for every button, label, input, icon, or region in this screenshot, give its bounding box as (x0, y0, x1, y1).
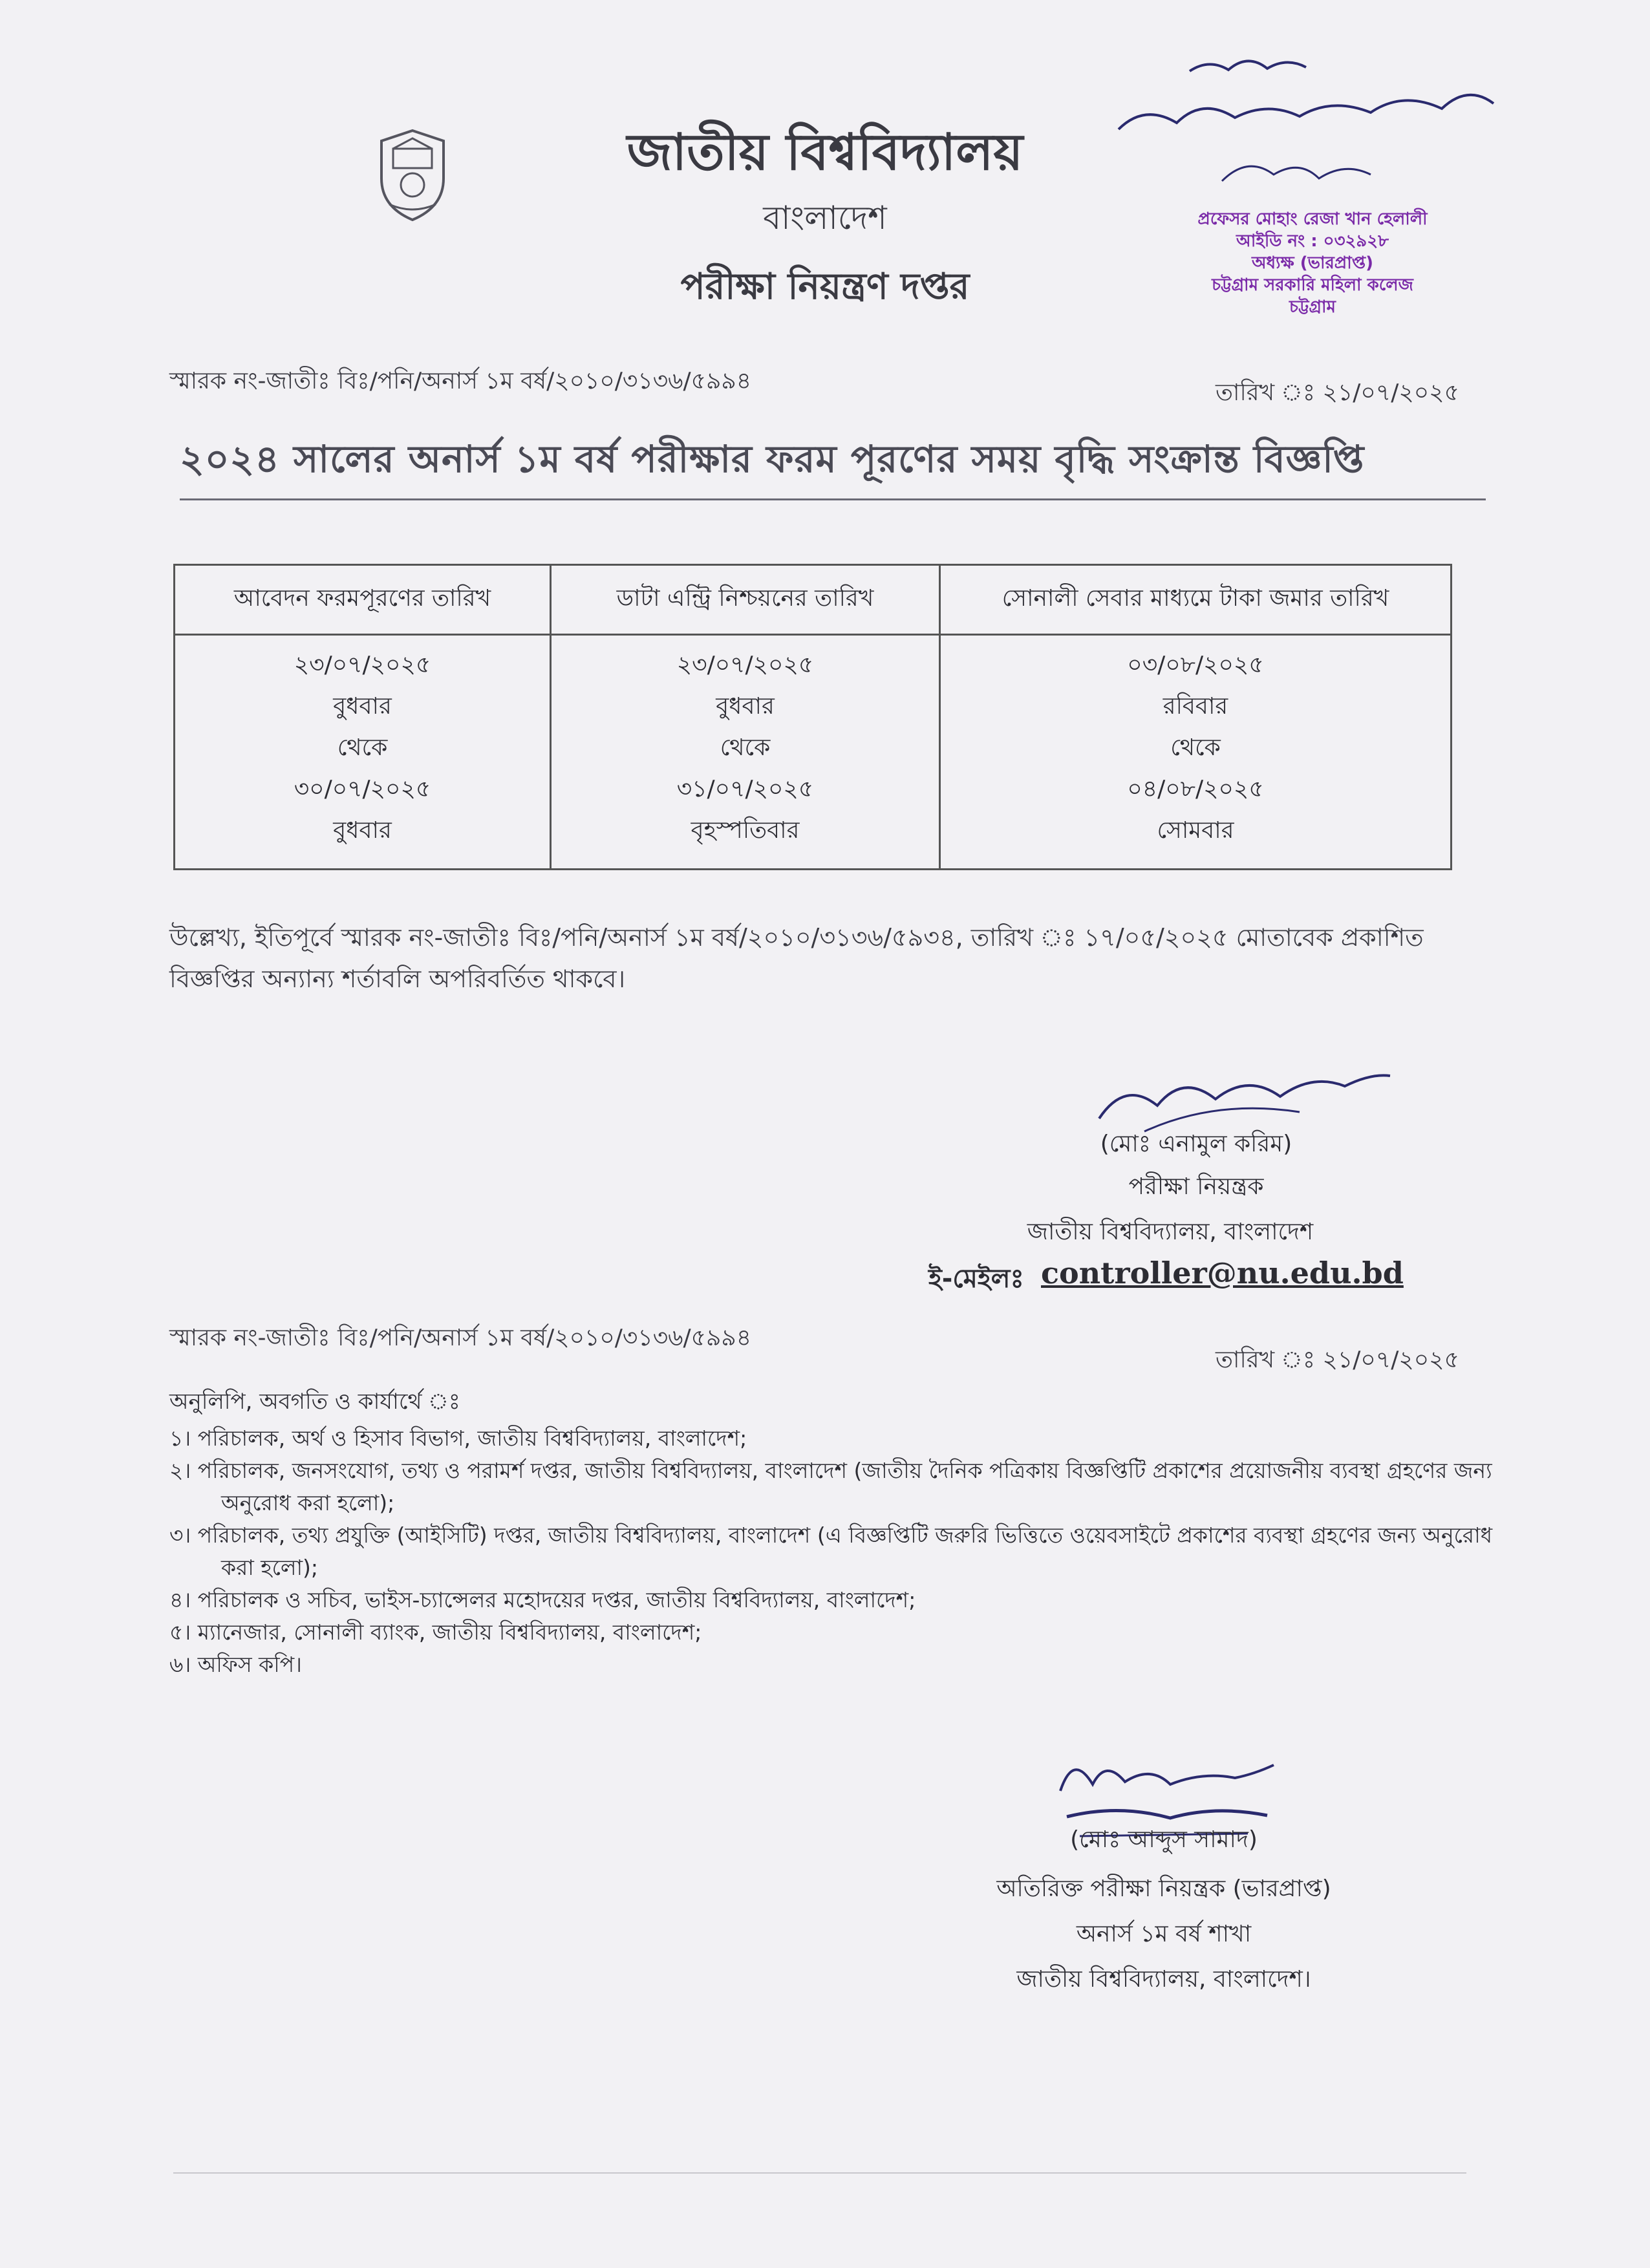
list-item: ১। পরিচালক, অর্থ ও হিসাব বিভাগ, জাতীয় বিশ্ববিদ্যালয়, বাংলাদেশ; (169, 1426, 747, 1451)
stamp-city-line: চট্টগ্রাম (1289, 297, 1336, 317)
principal-stamp (1112, 208, 1513, 318)
stamp-college-line: চট্টগ্রাম সরকারি মহিলা কলেজ (1212, 275, 1413, 295)
memo-date: তারিখ ঃ ২১/০৭/২০২৫ (1216, 380, 1459, 406)
column-header: ডাটা এন্ট্রি নিশ্চয়নের তারিখ (552, 566, 939, 636)
schedule-table (173, 564, 1452, 870)
signatory-org: জাতীয় বিশ্ববিদ্যালয়, বাংলাদেশ (1027, 1219, 1314, 1245)
table-column (175, 566, 552, 868)
signatory-title: অতিরিক্ত পরীক্ষা নিয়ন্ত্রক (ভারপ্রাপ্ত) (996, 1876, 1331, 1902)
cell-line: সোমবার (1157, 817, 1234, 844)
signatory-name: (মোঃ আব্দুস সামাদ) (1070, 1826, 1258, 1853)
signatory-name: (মোঃ এনামুল করিম) (1100, 1131, 1292, 1157)
cc-heading: অনুলিপি, অবগতি ও কার্যার্থে ঃ (169, 1389, 460, 1415)
signatory-org: জাতীয় বিশ্ববিদ্যালয়, বাংলাদেশ। (1016, 1966, 1311, 1993)
cell-line: রবিবার (1162, 693, 1228, 720)
table-column (552, 566, 941, 868)
cell-line: বুধবার (333, 693, 392, 720)
memo-date-copy: তারিখ ঃ ২১/০৭/২০২৫ (1216, 1347, 1459, 1373)
stamp-designation-line: অধ্যক্ষ (ভারপ্রাপ্ত) (1251, 253, 1374, 273)
cell-line: ৩০/০৭/২০২৫ (294, 776, 431, 802)
notice-title: ২০২৪ সালের অনার্স ১ম বর্ষ পরীক্ষার ফরম পূরণের সময় বৃদ্ধি সংক্রান্ত বিজ্ঞপ্তি (180, 431, 1486, 500)
cell-line: বুধবার (716, 693, 775, 720)
memo-number-copy: স্মারক নং-জাতীঃ বিঃ/পনি/অনার্স ১ম বর্ষ/২০১০/৩১৩৬/৫৯৯৪ (169, 1325, 752, 1351)
signatory-title: পরীক্ষা নিয়ন্ত্রক (1128, 1173, 1264, 1200)
bottom-divider (173, 2172, 1466, 2174)
university-name: জাতীয় বিশ্ববিদ্যালয় (627, 123, 1023, 182)
column-header: সোনালী সেবার মাধ্যমে টাকা জমার তারিখ (941, 566, 1450, 636)
list-item: ৬। অফিস কপি। (169, 1652, 302, 1677)
cell-line: ২৩/০৭/২০২৫ (676, 652, 814, 678)
list-item: ৫। ম্যানেজার, সোনালী ব্যাংক, জাতীয় বিশ্ববিদ্যালয়, বাংলাদেশ; (169, 1620, 702, 1645)
cell-line: ০৩/০৮/২০২৫ (1127, 652, 1264, 678)
email-link[interactable]: controller@nu.edu.bd (1041, 1256, 1404, 1290)
table-cell (552, 636, 939, 851)
signatory-branch: অনার্স ১ম বর্ষ শাখা (1076, 1921, 1252, 1947)
stamp-id-line: আইডি নং : ০৩২৯২৮ (1236, 231, 1389, 251)
cell-line: ২৩/০৭/২০২৫ (294, 652, 431, 678)
column-header: আবেদন ফরমপূরণের তারিখ (175, 566, 550, 636)
cell-line: বৃহস্পতিবার (691, 817, 800, 844)
cell-line: থেকে (1170, 734, 1221, 761)
table-cell (941, 636, 1450, 851)
cc-list (169, 1422, 1495, 1681)
table-cell (175, 636, 550, 851)
cell-line: ০৪/০৮/২০২৫ (1127, 776, 1264, 802)
cell-line: ৩১/০৭/২০২৫ (676, 776, 814, 802)
list-item: ৪। পরিচালক ও সচিব, ভাইস-চ্যান্সেলর মহোদয়ের দপ্তর, জাতীয় বিশ্ববিদ্যালয়, বাংলাদেশ; (169, 1587, 916, 1612)
cell-line: থেকে (337, 734, 388, 761)
stamp-name-line: প্রফেসর মোহাং রেজা খান হেলালী (1197, 209, 1428, 229)
memo-number: স্মারক নং-জাতীঃ বিঃ/পনি/অনার্স ১ম বর্ষ/২০১০/৩১৩৬/৫৯৯৪ (169, 368, 752, 394)
list-item: ৩। পরিচালক, তথ্য প্রযুক্তি (আইসিটি) দপ্তর, জাতীয় বিশ্ববিদ্যালয়, বাংলাদেশ (এ বিজ্ঞপ্তিটি জরুরি ভিত্তিতে ওয়েবসাইটে প্রকাশের ব্যবস্থা গ্রহণের জন্য অনুরোধ করা হলো); (169, 1523, 1493, 1580)
handwritten-annotation (1093, 45, 1519, 213)
note-paragraph: উল্লেখ্য, ইতিপূর্বে স্মারক নং-জাতীঃ বিঃ/পনি/অনার্স ১ম বর্ষ/২০১০/৩১৩৬/৫৯৩৪, তারিখ ঃ ১৭/০৫/২০২৫ মোতাবেক প্রকাশিত বিজ্ঞপ্তির অন্যান্য শর্তাবলি অপরিবর্তিত থাকবে। (169, 923, 1424, 993)
list-item: ২। পরিচালক, জনসংযোগ, তথ্য ও পরামর্শ দপ্তর, জাতীয় বিশ্ববিদ্যালয়, বাংলাদেশ (জাতীয় দৈনিক পত্রিকায় বিজ্ঞপ্তিটি প্রকাশের প্রয়োজনীয় ব্যবস্থা গ্রহণের জন্য অনুরোধ করা হলো); (169, 1458, 1492, 1515)
office-name: পরীক্ষা নিয়ন্ত্রণ দপ্তর (680, 266, 970, 308)
table-column (941, 566, 1450, 868)
email-label: ই-মেইলঃ (928, 1264, 1024, 1294)
cell-line: থেকে (720, 734, 771, 761)
country-name: বাংলাদেশ (763, 199, 887, 237)
cell-line: বুধবার (333, 817, 392, 844)
